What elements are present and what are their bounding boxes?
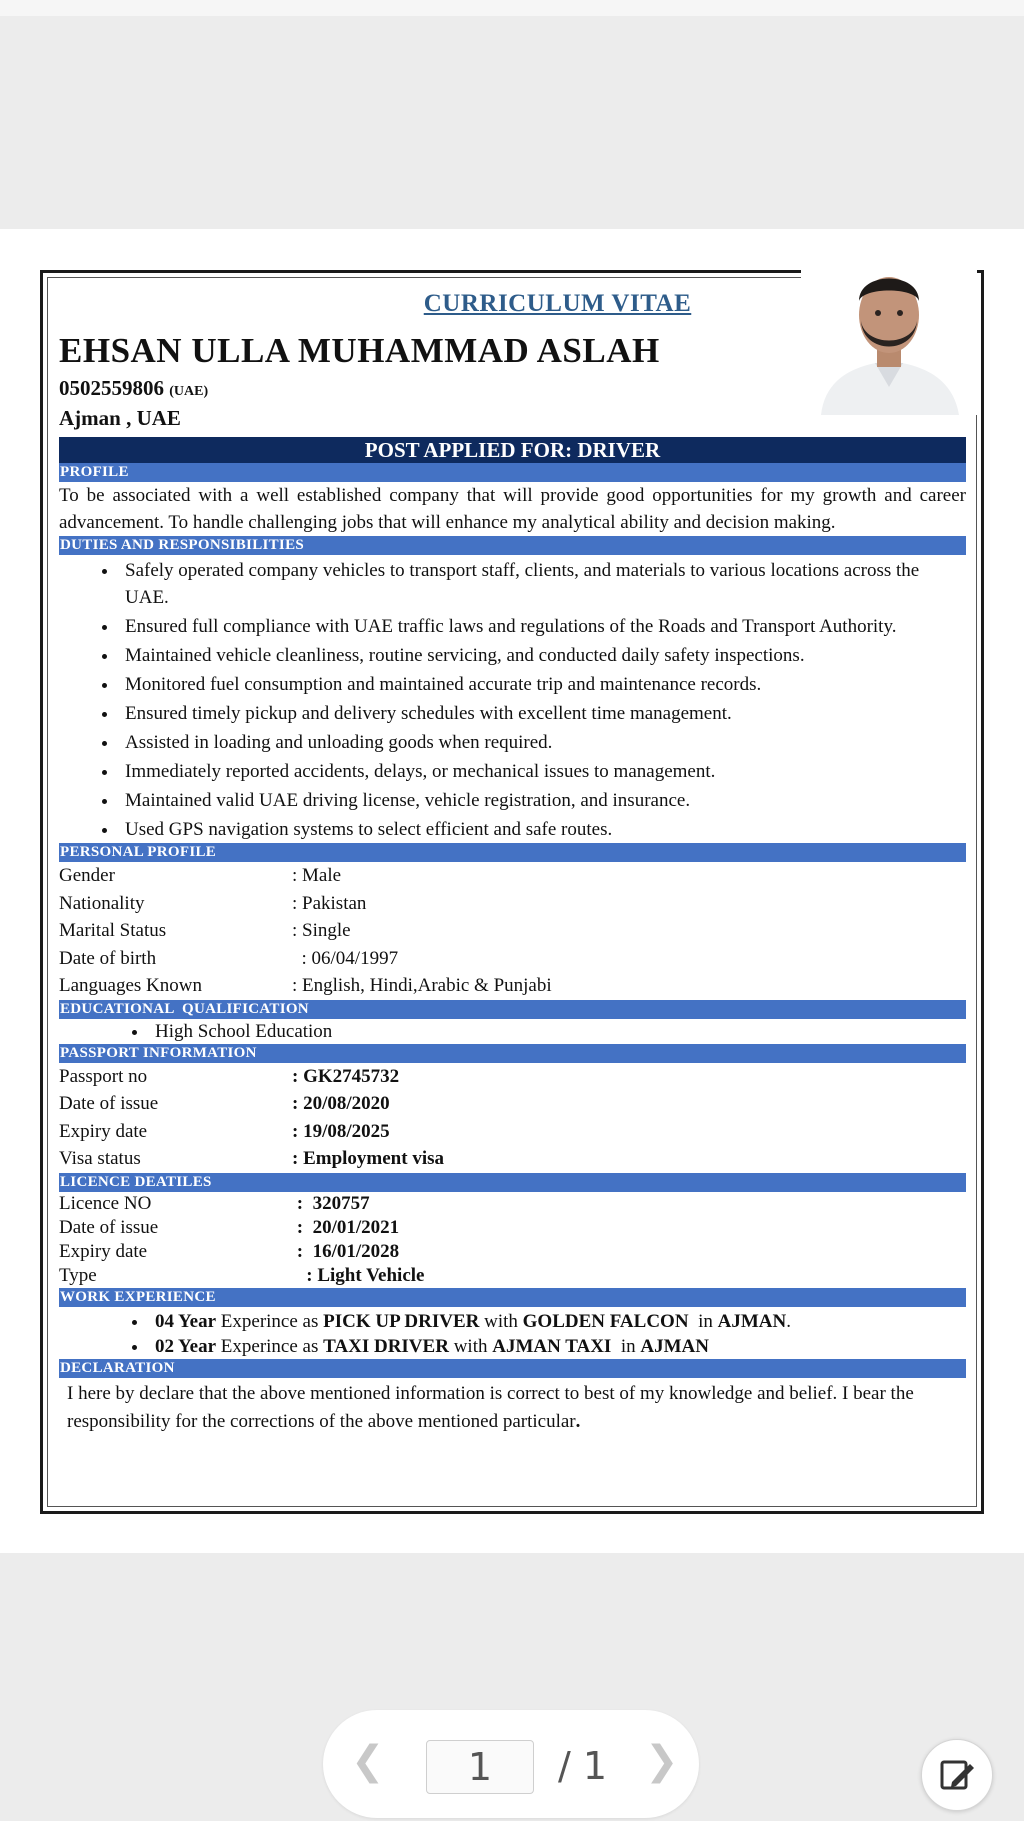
list-item: • Monitored fuel consumption and maintained accurate trip and maintenance records. xyxy=(119,671,966,698)
chevron-left-icon[interactable]: ❮ xyxy=(351,1738,385,1784)
personal-table xyxy=(59,862,966,1000)
document-page xyxy=(0,229,1024,1553)
licence-table xyxy=(59,1192,966,1288)
row-label: Licence NO xyxy=(59,1192,152,1214)
page-navigator xyxy=(323,1710,699,1818)
work-list xyxy=(59,1309,966,1359)
location: Ajman , UAE xyxy=(59,406,181,430)
row-label: Expiry date xyxy=(59,1240,148,1262)
work-text: Experince as xyxy=(216,1310,324,1332)
table-row xyxy=(59,1264,966,1288)
row-label: Type xyxy=(59,1264,97,1286)
table-row xyxy=(59,945,966,973)
work-text: in xyxy=(688,1310,718,1332)
work-text: with xyxy=(479,1310,523,1332)
row-label: Passport no xyxy=(59,1065,148,1087)
section-header-passport: PASSPORT INFORMATION xyxy=(59,1044,966,1063)
list-item: • Assisted in loading and unloading goods when required. xyxy=(119,729,966,756)
page-number-input[interactable]: 1 xyxy=(426,1740,534,1794)
phone-number xyxy=(59,375,966,405)
list-item: • Ensured full compliance with UAE traffic laws and regulations of the Roads and Transport Authority. xyxy=(119,613,966,640)
candidate-name: EHSAN ULLA MUHAMMAD ASLAH xyxy=(59,331,660,370)
list-item xyxy=(149,1309,966,1334)
section-header-work: WORK EXPERIENCE xyxy=(59,1288,966,1307)
row-label: Date of birth xyxy=(59,947,157,969)
chevron-right-icon[interactable]: ❯ xyxy=(645,1738,679,1784)
work-text: Experince as xyxy=(216,1335,324,1357)
cv-content xyxy=(59,285,966,1436)
declaration-body: I here by declare that the above mentioned information is correct to best of my knowledge and belief. I bear the responsibility for the corrections of the above mentioned particular xyxy=(67,1382,914,1432)
row-value: : GK2745732 xyxy=(292,1065,400,1087)
work-role: TAXI DRIVER xyxy=(323,1335,449,1357)
list-item: • Maintained valid UAE driving license, vehicle registration, and insurance. xyxy=(119,787,966,814)
work-years: 02 Year xyxy=(155,1335,217,1357)
work-years: 04 Year xyxy=(155,1310,217,1332)
edit-button[interactable] xyxy=(921,1739,993,1811)
education-list xyxy=(59,1019,966,1044)
list-item: • Maintained vehicle cleanliness, routine servicing, and conducted daily safety inspections. xyxy=(119,642,966,669)
row-label: Date of issue xyxy=(59,1216,159,1238)
row-label: Expiry date xyxy=(59,1120,148,1142)
work-text: with xyxy=(448,1335,493,1357)
list-item: • Safely operated company vehicles to transport staff, clients, and materials to various locations across the UAE. xyxy=(119,557,966,611)
passport-table xyxy=(59,1063,966,1173)
row-value: : Light Vehicle xyxy=(292,1264,425,1286)
table-row xyxy=(59,862,966,890)
work-place: AJMAN xyxy=(717,1310,787,1332)
table-row xyxy=(59,972,966,1000)
row-value: : 320757 xyxy=(292,1192,370,1214)
table-row xyxy=(59,890,966,918)
list-item xyxy=(149,1334,966,1359)
section-header-personal: PERSONAL PROFILE xyxy=(59,843,966,862)
work-company: AJMAN TAXI xyxy=(492,1335,612,1357)
row-value: : English, Hindi,Arabic & Punjabi xyxy=(292,975,552,996)
declaration-text xyxy=(59,1380,966,1436)
row-value: : Employment visa xyxy=(292,1148,444,1169)
row-label: Gender xyxy=(59,865,115,886)
section-header-declaration: DECLARATION xyxy=(59,1359,966,1378)
section-header-duties: DUTIES AND RESPONSIBILITIES xyxy=(59,536,966,555)
row-label: Date of issue xyxy=(59,1093,159,1114)
table-row xyxy=(59,1090,966,1118)
row-value: : 20/01/2021 xyxy=(292,1216,400,1238)
phone-digits: 0502559806 xyxy=(59,376,164,400)
section-header-profile: PROFILE xyxy=(59,463,966,482)
row-value: : 06/04/1997 xyxy=(292,947,399,969)
row-value: : 16/01/2028 xyxy=(292,1240,400,1262)
section-header-education: EDUCATIONAL QUALIFICATION xyxy=(59,1000,966,1019)
profile-text: To be associated with a well established company that will provide good opportunities for my growth and career advancement. To handle challenging jobs that will enhance my analytical ability and decision making. xyxy=(59,485,966,533)
list-item: • Ensured timely pickup and delivery schedules with excellent time management. xyxy=(119,700,966,727)
list-item: • Immediately reported accidents, delays, or mechanical issues to management. xyxy=(119,758,966,785)
page-total: / 1 xyxy=(558,1744,608,1788)
list-item: • Used GPS navigation systems to select efficient and safe routes. xyxy=(119,816,966,843)
row-label: Languages Known xyxy=(59,975,202,996)
edit-pen-icon xyxy=(922,1740,992,1810)
row-label: Nationality xyxy=(59,892,145,914)
row-value: : Pakistan xyxy=(292,892,367,914)
table-row xyxy=(59,1118,966,1146)
table-row xyxy=(59,1145,966,1173)
work-role: PICK UP DRIVER xyxy=(323,1310,480,1332)
section-header-licence: LICENCE DEATILES xyxy=(59,1173,966,1192)
work-text: . xyxy=(786,1310,791,1332)
table-row xyxy=(59,1216,966,1240)
work-text: in xyxy=(611,1335,641,1357)
phone-country: (UAE) xyxy=(169,384,209,399)
row-label: Marital Status xyxy=(59,920,167,941)
top-strip xyxy=(0,0,1024,16)
cv-title: CURRICULUM VITAE xyxy=(423,290,692,317)
work-company: GOLDEN FALCON xyxy=(522,1310,689,1332)
work-place: AJMAN xyxy=(640,1335,709,1357)
row-value: : Single xyxy=(292,920,351,941)
table-row xyxy=(59,1063,966,1091)
duties-list xyxy=(59,557,966,843)
row-value: : 20/08/2020 xyxy=(292,1093,390,1114)
post-applied-bar: POST APPLIED FOR: DRIVER xyxy=(59,437,966,463)
list-item: • High School Education xyxy=(149,1019,966,1044)
table-row xyxy=(59,917,966,945)
table-row xyxy=(59,1240,966,1264)
row-value: : 19/08/2025 xyxy=(292,1120,390,1142)
row-label: Visa status xyxy=(59,1148,141,1169)
declaration-period: . xyxy=(575,1410,581,1432)
row-value: : Male xyxy=(292,865,342,886)
table-row xyxy=(59,1192,966,1216)
